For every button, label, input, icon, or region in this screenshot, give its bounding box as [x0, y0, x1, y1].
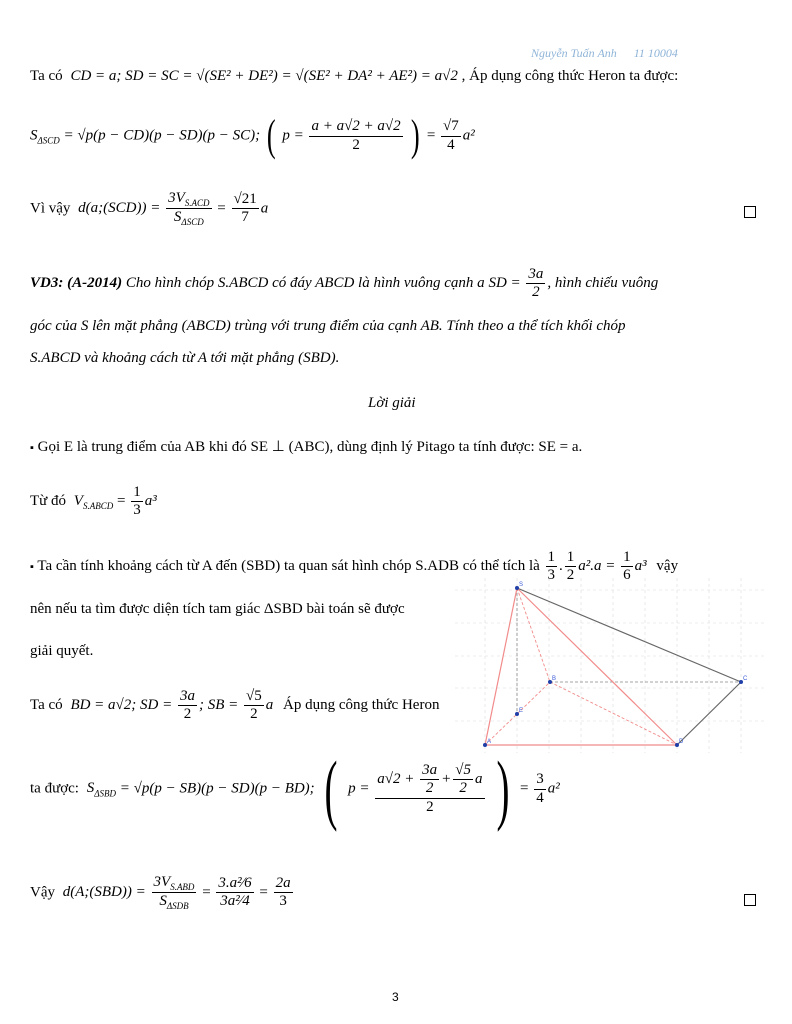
header-author: Nguyễn Tuấn Anh: [531, 46, 617, 60]
line-distance-scd: Vì vậy d(a;(SCD)) = $\frac{3V_{S.ACD}}{S_{\Delta SCD}}$ = $\frac{√21}{7}$ a: [30, 190, 269, 228]
solution-title: Lời giải: [368, 395, 416, 411]
figure-edges-red-hidden: [485, 588, 677, 745]
qed-box: [744, 206, 756, 218]
figure-edges-dark: [517, 588, 741, 745]
qed-box-2: [744, 894, 756, 906]
header-code: 11 10004: [633, 46, 678, 60]
example-vd3: VD3: (A-2014) Cho hình chóp S.ABCD có đáy ABCD là hình vuông cạnh a SD = $\frac{3a}{2}$ , hình chiếu vuông: [30, 266, 659, 301]
page-number: 3: [392, 990, 399, 1004]
label-s: S: [519, 582, 524, 588]
figure-edges-hidden-gray: [517, 588, 741, 714]
step-3-line2: nên nếu ta tìm được diện tích tam giác ΔSBD bài toán sẽ được: [30, 601, 405, 617]
step-4: Ta có BD = a√2; SD = $\frac{3a}{2}$ ; SB = $\frac{√5}{2}$ a Áp dụng công thức Heron: [30, 688, 440, 723]
label-d: D: [679, 739, 684, 745]
figure-edges-red: [485, 588, 677, 745]
step-3: ▪ Ta cần tính khoảng cách từ A đến (SBD) ta quan sát hình chóp S.ADB có thể tích là $\frac{1}{3}$ . $\frac{1}{2}$ a².a = $\frac{1}{6}$ a³ vậy: [30, 549, 679, 584]
step-3-line3: giải quyết.: [30, 643, 94, 659]
step-6: Vậy d(A;(SBD)) = $\frac{3V_{S.ABD}}{S_{\Delta SDB}}$ = $\frac{\text{3.a²⁄6}}{\text{3a²⁄4}}$ = $\frac{2a}{3}$: [30, 874, 291, 912]
label-a: A: [487, 739, 492, 745]
heron-formula-scd: $S_{\Delta SCD} = √p(p - CD)(p - SD)(p - SC)$; ( p = $\frac{a + a√2 + a√2}{2}$ ) = $\frac{√7}{4}$ a²: [30, 111, 475, 160]
math-cd-sd: CD = a; SD = SC = √(SE² + DE²) = √(SE² + DA² + AE²) = a√2: [70, 68, 458, 84]
step-1: ▪ Gọi E là trung điểm của AB khi đó SE ⊥ (ABC), dùng định lý Pitago ta tính được: SE = a.: [30, 439, 583, 455]
label-b: B: [552, 676, 557, 682]
line-cd-sd: Ta có CD = a; SD = SC = √(SE² + DE²) = √(SE² + DA² + AE²) = a√2 , Áp dụng công thức Heron ta được:: [30, 68, 679, 84]
label-c: C: [743, 676, 748, 682]
step-2: Từ đó $V_{S.ABCD}$ = $\frac{1}{3}$ a³: [30, 484, 157, 519]
label-e: E: [519, 708, 524, 714]
step-5: ta được: $S_{\Delta SBD} = √p(p - SB)(p - SD)(p - BD)$; ( p = a√2 + $\frac{3a}{2}$ + $\frac{√5}{2}$ a 2 ) = $\frac{3}{4}$ a²: [30, 745, 560, 832]
vd3-line2: góc của S lên mặt phẳng (ABCD) trùng với trung điểm của cạnh AB. Tính theo a thể tích khối chóp: [30, 318, 626, 334]
pyramid-figure: [455, 578, 765, 753]
vd3-line3: S.ABCD và khoảng cách từ A tới mặt phẳng (SBD).: [30, 350, 340, 366]
vd3-label: VD3: (A-2014): [30, 275, 123, 292]
